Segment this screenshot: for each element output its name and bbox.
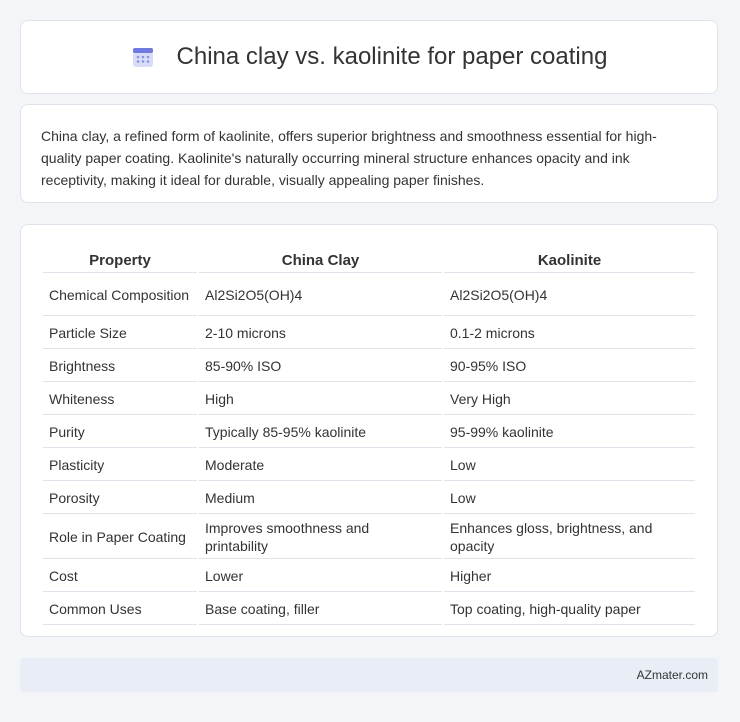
table-cell: Very High [444,384,695,415]
table-cell: High [199,384,442,415]
comparison-card [20,224,718,637]
table-cell: Al2Si2O5(OH)4 [444,275,695,316]
table-cell: 0.1-2 microns [444,318,695,349]
table-cell: 90-95% ISO [444,351,695,382]
column-header-kaolinite: Kaolinite [444,248,695,273]
intro-card [20,104,718,203]
table-row [43,483,695,514]
table-cell: Brightness [43,351,197,382]
table-cell: 95-99% kaolinite [444,417,695,448]
table-cell: Al2Si2O5(OH)4 [199,275,442,316]
table-cell: 2-10 microns [199,318,442,349]
page-title: China clay vs. kaolinite for paper coating [176,43,608,70]
table-cell: Typically 85-95% kaolinite [199,417,442,448]
table-row [43,318,695,349]
table-row [43,275,695,316]
table-cell: Moderate [199,450,442,481]
table-cell: Lower [199,561,442,592]
table-cell: Base coating, filler [199,594,442,625]
comparison-table [41,246,697,627]
table-row [43,516,695,559]
table-cell: Plasticity [43,450,197,481]
table-row [43,351,695,382]
table-cell: Improves smoothness and printability [199,516,442,559]
table-cell: 85-90% ISO [199,351,442,382]
intro-text: China clay, a refined form of kaolinite, offers superior brightness and smoothness essential for high-quality paper coating. Kaolinite's naturally occurring mineral structure enhances opacity and ink receptivity, making it ideal for durable, visually appealing paper finishes. [41,128,657,188]
table-row [43,384,695,415]
table-row [43,417,695,448]
column-header-property: Property [43,248,197,273]
table-cell: Higher [444,561,695,592]
table-cell: Purity [43,417,197,448]
table-cell: Porosity [43,483,197,514]
table-row [43,450,695,481]
table-cell: Medium [199,483,442,514]
table-cell: Whiteness [43,384,197,415]
footer-brand[interactable]: AZmater.com [636,668,708,682]
table-cell: Chemical Composition [43,275,197,316]
table-cell: Cost [43,561,197,592]
table-cell: Top coating, high-quality paper [444,594,695,625]
table-cell: Common Uses [43,594,197,625]
table-cell: Enhances gloss, brightness, and opacity [444,516,695,559]
table-header-row [43,248,695,273]
table-cell: Low [444,483,695,514]
calendar-icon [131,45,155,69]
table-row [43,594,695,625]
table-cell: Particle Size [43,318,197,349]
column-header-china-clay: China Clay [199,248,442,273]
title-card [20,20,718,94]
table-cell: Role in Paper Coating [43,516,197,559]
table-cell: Low [444,450,695,481]
table-row [43,561,695,592]
footer [20,658,718,692]
